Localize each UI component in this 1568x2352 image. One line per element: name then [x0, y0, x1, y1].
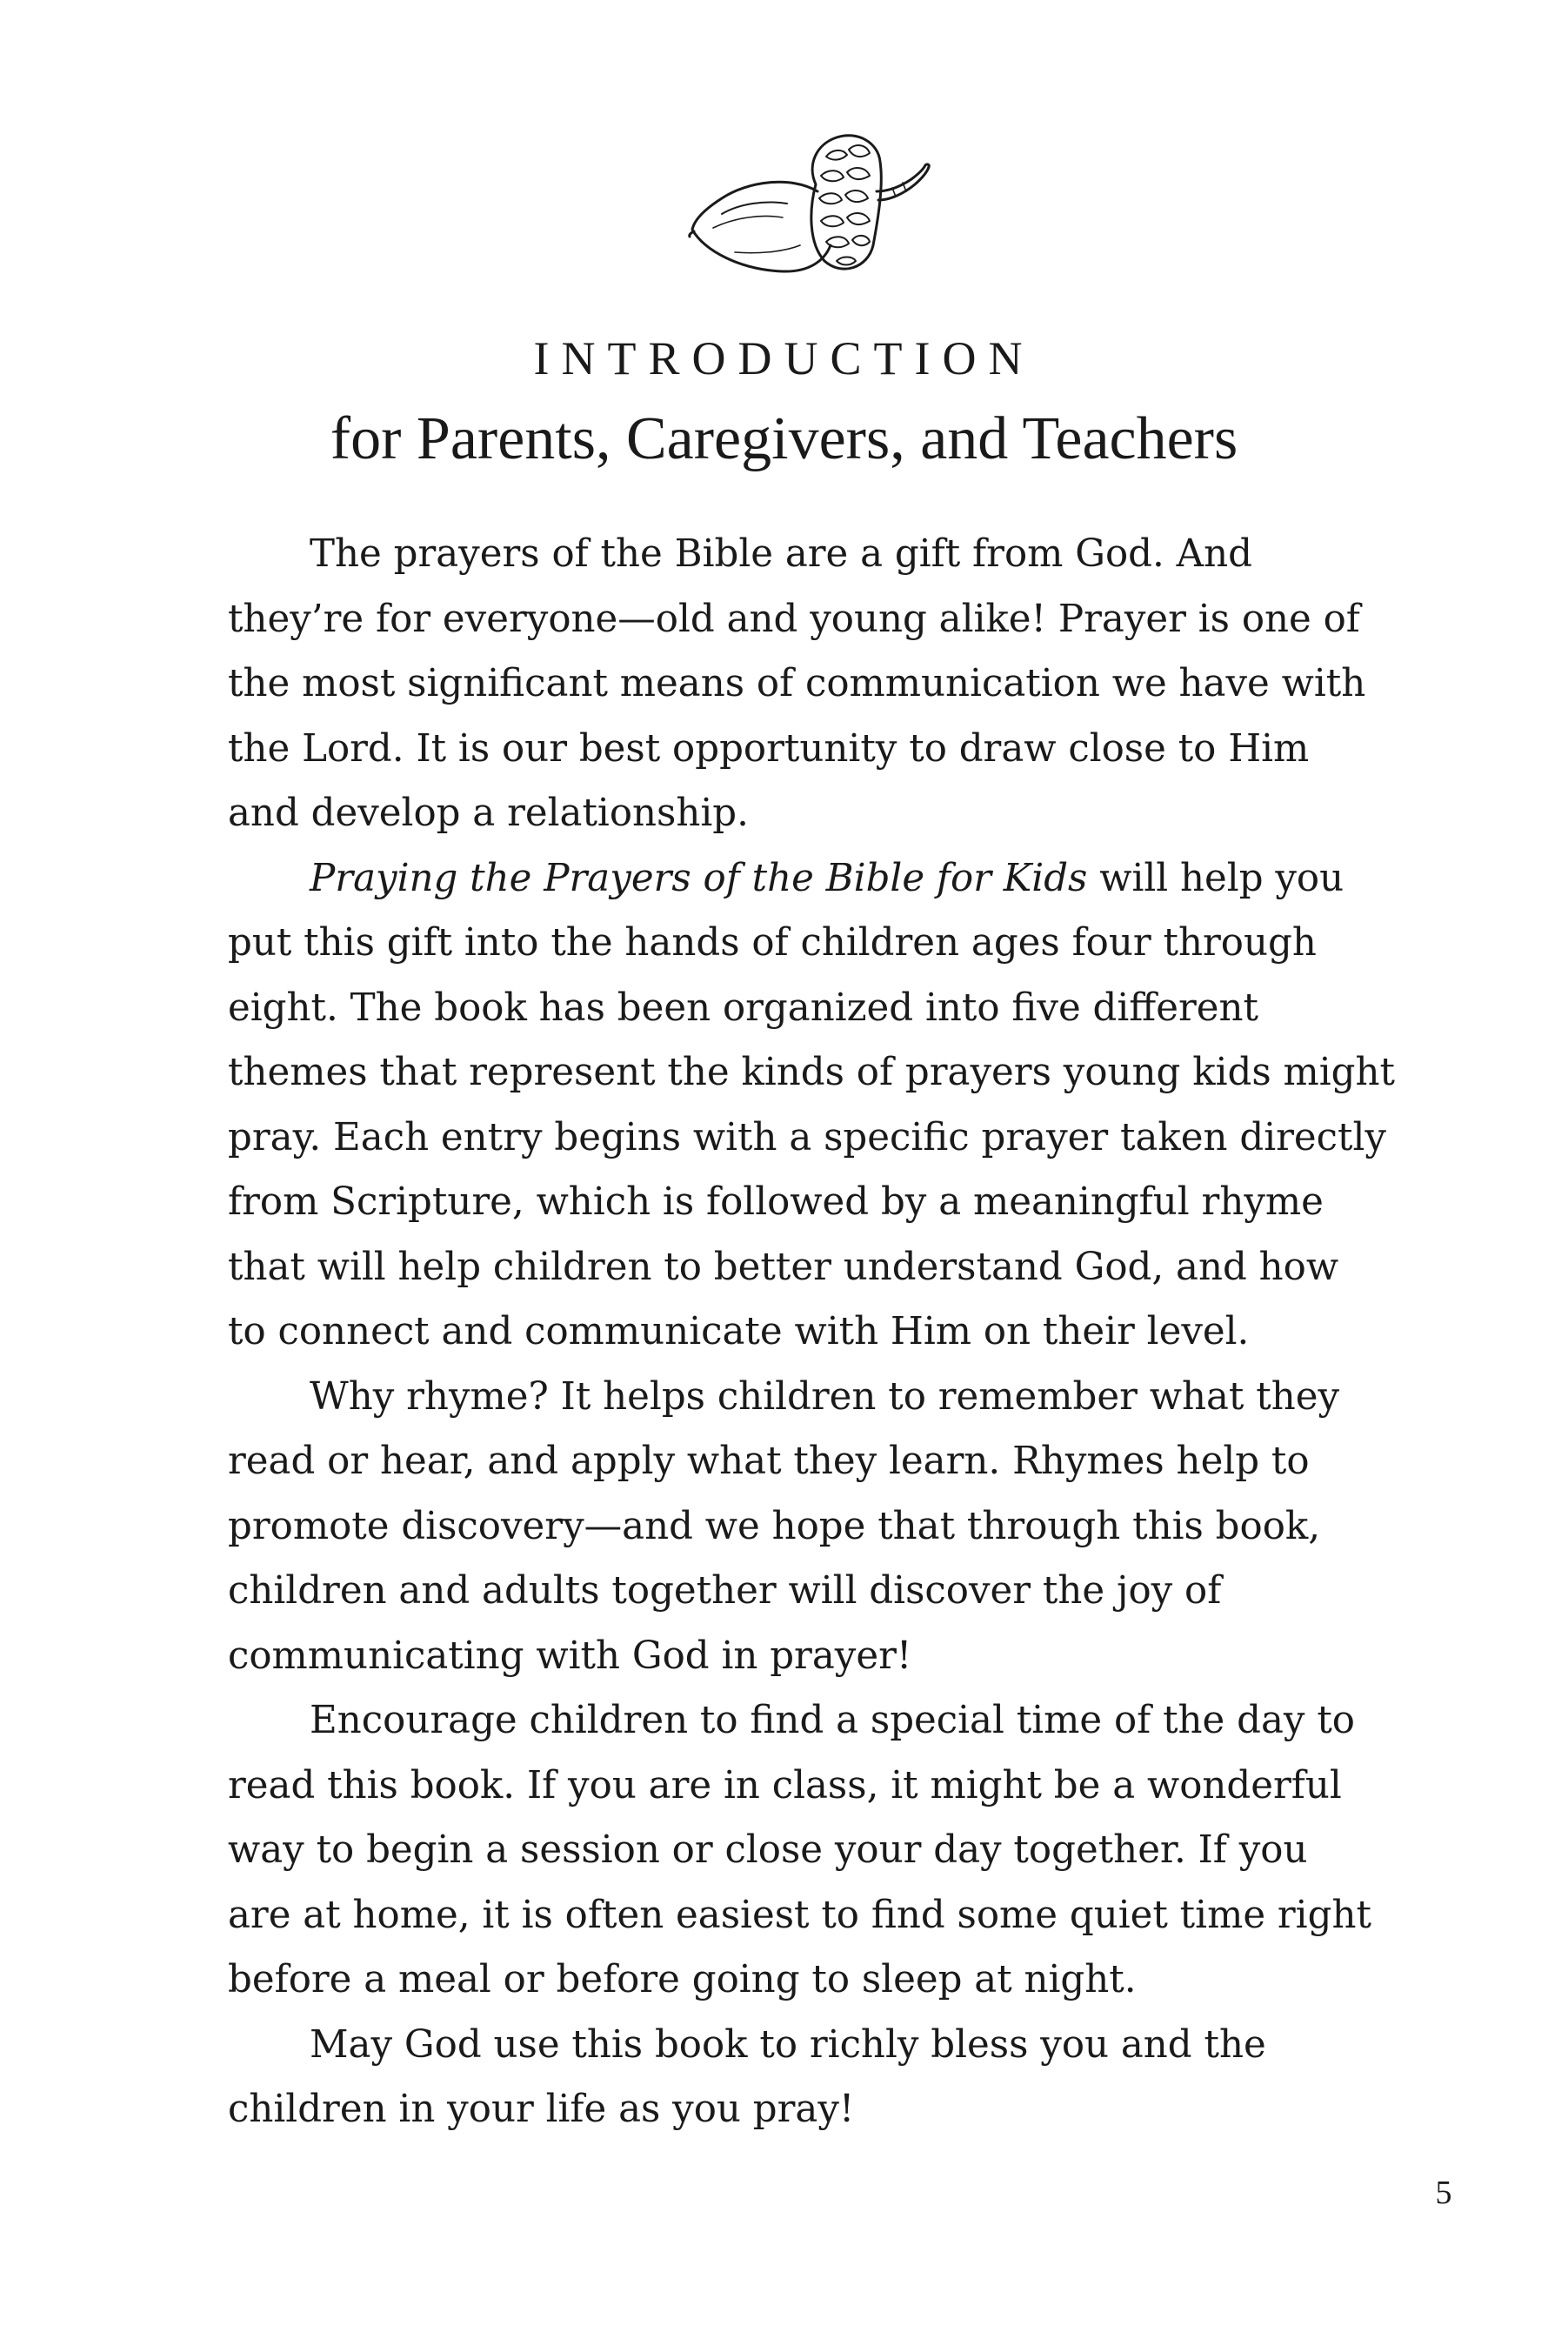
text-line: Encourage children to find a special time of the day to — [310, 1699, 1355, 1742]
text-line: they’re for everyone—old and young alike! Prayer is one of — [228, 597, 1360, 641]
text-line — [228, 846, 1385, 912]
page-title: for Parents, Caregivers, and Teachers — [330, 405, 1238, 472]
text-line: themes that represent the kinds of prayers young kids might — [228, 1051, 1395, 1094]
text-line: children in your life as you pray! — [228, 2088, 855, 2131]
paragraph-3 — [228, 1365, 1385, 1689]
text-line: pray. Each entry begins with a specific prayer taken directly — [228, 1115, 1386, 1159]
text-line: that will help children to better understand God, and how — [228, 1245, 1339, 1289]
text-line: and develop a relationship. — [228, 792, 749, 835]
text-line: Why rhyme? It helps children to remember what they — [310, 1374, 1340, 1419]
text-line: the Lord. It is our best opportunity to draw close to Him — [228, 726, 1310, 771]
paragraph-1 — [228, 522, 1385, 846]
page-number: 5 — [1435, 2175, 1452, 2211]
paragraph-4 — [228, 1688, 1385, 2013]
text-line: read or hear, and apply what they learn. Rhymes help to — [228, 1440, 1310, 1483]
text-line: May God use this book to richly bless you and the — [310, 2022, 1266, 2067]
paragraph-2 — [228, 846, 1395, 1365]
text-line: way to begin a session or close your day together. If you — [228, 1828, 1308, 1872]
text-line: are at home, it is often easiest to find some quiet time right — [228, 1893, 1371, 1937]
text-line: read this book. If you are in class, it might be a wonderful — [228, 1763, 1342, 1807]
body-text — [228, 522, 1395, 2142]
text-line: before a meal or before going to sleep at night. — [228, 1958, 1137, 2001]
paragraph-5 — [228, 2013, 1385, 2142]
text-line: communicating with God in prayer! — [228, 1634, 912, 1678]
text-line: The prayers of the Bible are a gift from God. And — [310, 532, 1252, 576]
acorn-icon — [687, 130, 931, 283]
text-line-rest: will help you — [1087, 856, 1344, 900]
text-line: to connect and communicate with Him on their level. — [228, 1310, 1250, 1353]
text-line: promote discovery—and we hope that through this book, — [228, 1504, 1321, 1548]
book-title: Praying the Prayers of the Bible for Kids — [310, 856, 1088, 900]
text-line: from Scripture, which is followed by a meaningful rhyme — [228, 1180, 1324, 1224]
text-line: put this gift into the hands of children ages four through — [228, 921, 1317, 965]
text-line: children and adults together will discover the joy of — [228, 1569, 1222, 1613]
section-kicker: INTRODUCTION — [533, 332, 1035, 384]
text-line: eight. The book has been organized into five different — [228, 986, 1258, 1030]
text-line: the most significant means of communication we have with — [228, 662, 1366, 705]
